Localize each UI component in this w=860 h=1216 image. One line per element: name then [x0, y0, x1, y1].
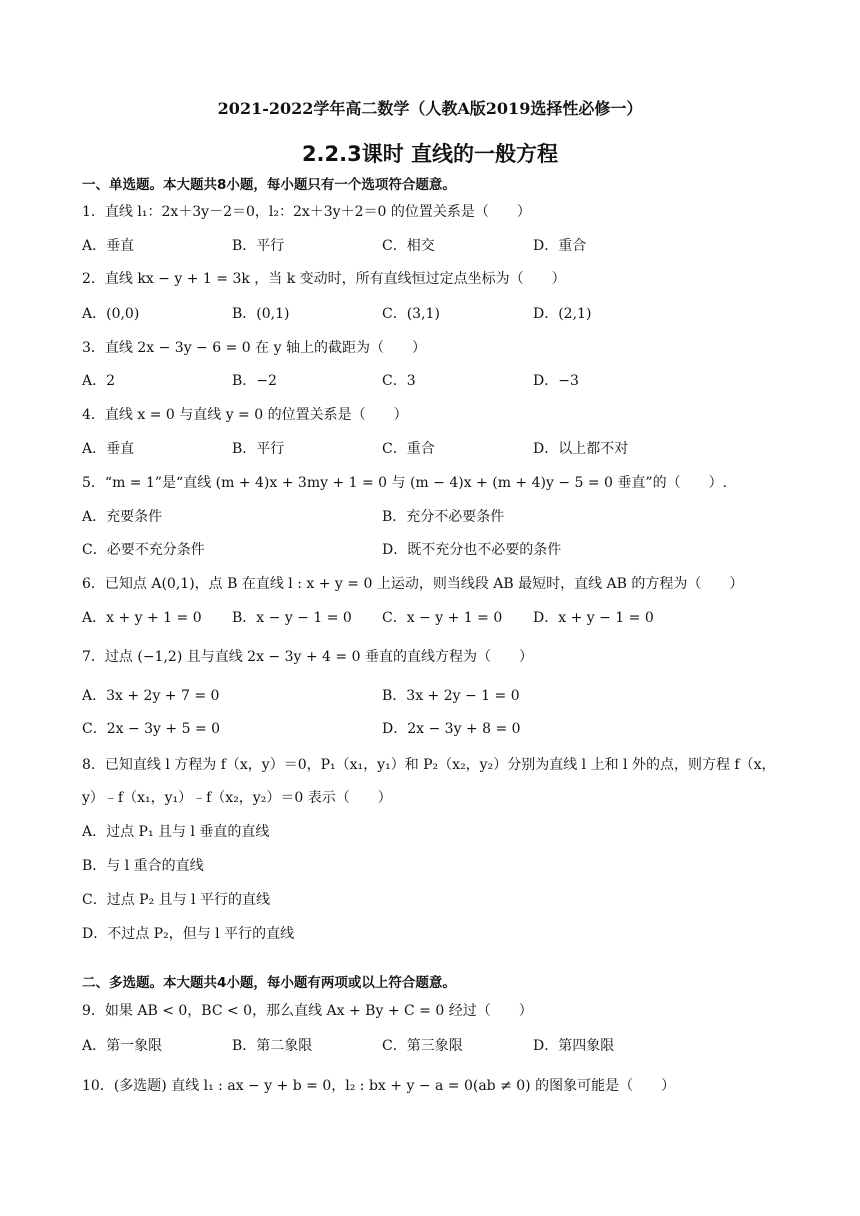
question-4-stem: 4．直线 x = 0 与直线 y = 0 的位置关系是（ ）: [82, 407, 408, 423]
question-6-stem: 6．已知点 A(0,1)，点 B 在直线 l : x + y = 0 上运动，则当线段 AB 最短时，直线 AB 的方程为（ ）: [82, 576, 744, 592]
question-5-option-d: D．既不充分也不必要的条件: [382, 542, 562, 558]
question-7-option-c: C．2x − 3y + 5 = 0: [82, 721, 221, 737]
question-5-option-c: C．必要不充分条件: [82, 542, 205, 558]
question-3-stem: 3．直线 2x − 3y − 6 = 0 在 y 轴上的截距为（ ）: [82, 340, 426, 356]
question-5-option-a: A．充要条件: [82, 509, 163, 525]
question-2-option-d: D．(2,1): [533, 306, 592, 322]
question-4-option-b: B．平行: [232, 441, 285, 457]
question-7-stem: 7．过点 (−1,2) 且与直线 2x − 3y + 4 = 0 垂直的直线方程为（ ）: [82, 649, 533, 665]
question-1-option-b: B．平行: [232, 238, 285, 254]
question-8-stem-line-2: y）﹣f（x₁，y₁）﹣f（x₂，y₂）＝0 表示（ ）: [82, 790, 392, 806]
question-8-option-b: B．与 l 重合的直线: [82, 858, 204, 874]
question-1-option-d: D．重合: [533, 238, 587, 254]
section-heading-single-choice: 一、单选题。本大题共8小题，每小题只有一个选项符合题意。: [82, 177, 456, 193]
question-9-option-d: D．第四象限: [533, 1038, 615, 1054]
question-8-option-a: A．过点 P₁ 且与 l 垂直的直线: [82, 824, 270, 840]
question-3-option-b: B．−2: [232, 373, 277, 389]
question-7-option-a: A．3x + 2y + 7 = 0: [82, 688, 220, 704]
question-2-option-a: A．(0,0): [82, 306, 140, 322]
question-5-option-b: B．充分不必要条件: [382, 509, 505, 525]
question-3-option-c: C．3: [382, 373, 416, 389]
question-1-option-c: C．相交: [382, 238, 435, 254]
question-9-option-a: A．第一象限: [82, 1038, 163, 1054]
question-6-option-b: B．x − y − 1 = 0: [232, 610, 352, 626]
question-9-stem: 9．如果 AB < 0，BC < 0，那么直线 Ax + By + C = 0 经过（ ）: [82, 1003, 533, 1019]
section-heading-multiple-choice: 二、多选题。本大题共4小题，每小题有两项或以上符合题意。: [82, 975, 456, 991]
question-8-stem-line-1: 8．已知直线 l 方程为 f（x，y）＝0，P₁（x₁，y₁）和 P₂（x₂，y₂）分别为直线 l 上和 l 外的点，则方程 f（x，: [82, 757, 776, 773]
question-2-stem: 2．直线 kx − y + 1 = 3k ，当 k 变动时，所有直线恒过定点坐标为（ ）: [82, 271, 566, 287]
question-8-option-c: C．过点 P₂ 且与 l 平行的直线: [82, 892, 271, 908]
question-4-option-d: D．以上都不对: [533, 441, 629, 457]
question-6-option-d: D．x + y − 1 = 0: [533, 610, 654, 626]
question-4-option-c: C．重合: [382, 441, 435, 457]
question-4-option-a: A．垂直: [82, 441, 135, 457]
question-7-option-d: D．2x − 3y + 8 = 0: [382, 721, 521, 737]
question-8-option-d: D．不过点 P₂，但与 l 平行的直线: [82, 926, 295, 942]
question-6-option-a: A．x + y + 1 = 0: [82, 610, 202, 626]
question-3-option-a: A．2: [82, 373, 116, 389]
question-7-option-b: B．3x + 2y − 1 = 0: [382, 688, 520, 704]
question-5-stem: 5．“m = 1”是“直线 (m + 4)x + 3my + 1 = 0 与 (m − 4)x + (m + 4)y − 5 = 0 垂直”的（ ）.: [82, 475, 728, 491]
question-2-option-b: B．(0,1): [232, 306, 290, 322]
document-title: 2021-2022学年高二数学（人教A版2019选择性必修一）: [217, 99, 643, 118]
question-2-option-c: C．(3,1): [382, 306, 440, 322]
question-6-option-c: C．x − y + 1 = 0: [382, 610, 503, 626]
question-1-stem: 1．直线 l₁：2x＋3y－2＝0，l₂：2x＋3y＋2＝0 的位置关系是（ ）: [82, 204, 531, 220]
lesson-title: 2.2.3课时 直线的一般方程: [301, 142, 559, 166]
question-3-option-d: D．−3: [533, 373, 579, 389]
question-1-option-a: A．垂直: [82, 238, 135, 254]
question-9-option-c: C．第三象限: [382, 1038, 463, 1054]
question-10-stem: 10．(多选题) 直线 l₁ : ax − y + b = 0，l₂ : bx + y − a = 0(ab ≠ 0) 的图象可能是（ ）: [82, 1078, 676, 1094]
question-9-option-b: B．第二象限: [232, 1038, 313, 1054]
